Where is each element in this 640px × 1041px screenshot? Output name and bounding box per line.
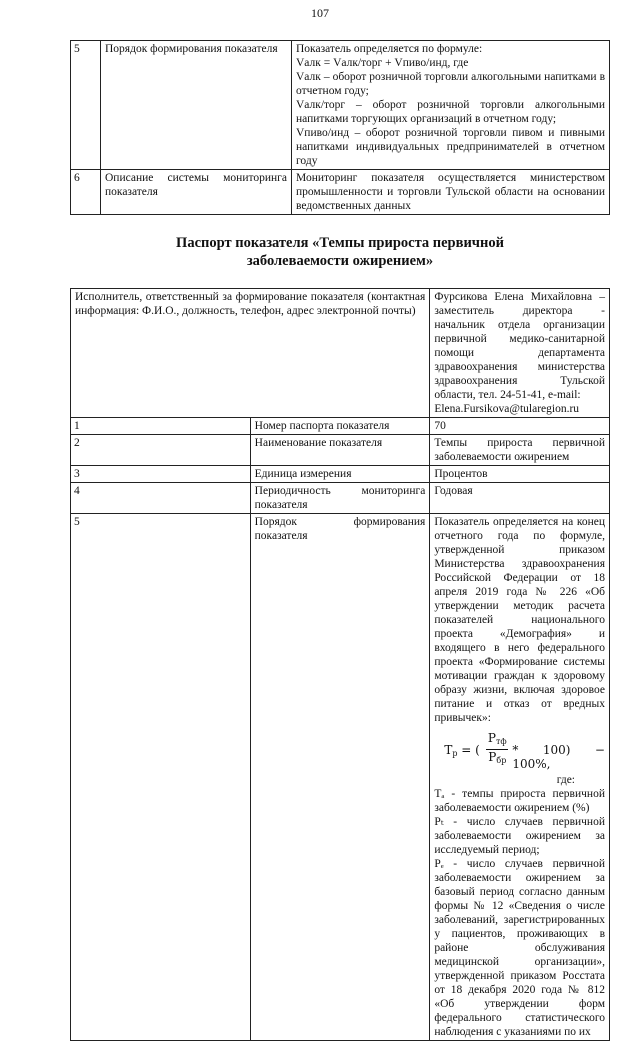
- row-label: Описание системы мониторинга показателя: [101, 170, 292, 215]
- text-line: Vпиво/инд – оборот розничной торговли пивом и пивными напитками индивидуальных предпринимателей в отчетном году: [296, 127, 605, 167]
- table-row: [71, 418, 610, 435]
- row-label: Порядок формирования показателя: [101, 41, 292, 170]
- formula-symbol: Р: [488, 750, 497, 764]
- page-number: 107: [311, 6, 329, 20]
- row-number: 4: [71, 483, 251, 514]
- row-value: [430, 514, 610, 1041]
- formula-intro: Показатель определяется на конец отчетного года по формуле, утвержденной приказом Министерства здравоохранения Российской Федерации от 18 апреля 2019 года № 226 «Об утверждении методик расчета показателей национального проекта «Демография» и входящего в него федерального проекта «Формирование системы мотивации граждан к здоровому образу жизни, включая здоровое питание и отказ от вредных привычек»:: [434, 516, 605, 724]
- row-number: 3: [71, 466, 251, 483]
- row-label: Номер паспорта показателя: [250, 418, 430, 435]
- row-number: 2: [71, 435, 251, 466]
- text-line: Vалк = Vалк/торг + Vпиво/инд, где: [296, 57, 469, 69]
- executor-label: Исполнитель, ответственный за формирование показателя (контактная информация: Ф.И.О., должность, телефон, адрес электронной почты): [71, 289, 430, 418]
- formula-subscript: бр: [496, 756, 507, 765]
- row-number: 5: [71, 514, 251, 1041]
- row-value: 70: [430, 418, 610, 435]
- row-value: Годовая: [430, 483, 610, 514]
- formula-symbol: Р: [487, 731, 496, 745]
- formula-definition: Тₐ - темпы прироста первичной заболеваемости ожирением (%): [434, 788, 605, 814]
- section-title: [70, 234, 610, 270]
- row-number: 6: [71, 170, 101, 215]
- formula-denominator: [486, 750, 508, 768]
- text-line: Vалк – оборот розничной торговли алкогольными напитками в отчетном году;: [296, 71, 605, 97]
- row-value: [292, 41, 610, 170]
- formula-numerator: [486, 731, 508, 750]
- table-row: [71, 41, 610, 170]
- row-label: Порядок формирования показателя: [250, 514, 430, 1041]
- indicator-table-continued: [70, 40, 610, 215]
- formula-operator: = (: [461, 743, 480, 757]
- formula-subscript: тф: [496, 737, 507, 746]
- row-value: Процентов: [430, 466, 610, 483]
- text-line: Мониторинг показателя осуществляется министерством промышленности и торговли Тульской области на основании ведомственных данных: [296, 172, 605, 212]
- table-row: [71, 170, 610, 215]
- table-row: [71, 514, 610, 1041]
- executor-value: [430, 289, 610, 418]
- executor-text: Фурсикова Елена Михайловна – заместитель директора - начальник отдела организации первичной медико-санитарной помощи департамента здравоохранения министерства здравоохранения Тульской области, тел. 24-51-41, e-mail:: [434, 291, 605, 401]
- row-number: 5: [71, 41, 101, 170]
- formula-fraction: [486, 731, 508, 768]
- row-value: Темпы прироста первичной заболеваемости ожирением: [430, 435, 610, 466]
- row-value: [292, 170, 610, 215]
- row-label: Наименование показателя: [250, 435, 430, 466]
- formula-symbol: Т: [444, 743, 453, 757]
- text-line: Показатель определяется по формуле:: [296, 43, 483, 55]
- formula-subscript: р: [452, 749, 458, 758]
- title-line: Паспорт показателя «Темпы прироста первичной: [176, 235, 504, 251]
- indicator-passport-table: [70, 288, 610, 1041]
- row-label: Единица измерения: [250, 466, 430, 483]
- executor-email: Elena.Fursikova@tularegion.ru: [434, 403, 580, 415]
- table-row: [71, 435, 610, 466]
- formula-lhs: [444, 743, 480, 761]
- text-line: Vалк/торг – оборот розничной торговли алкогольными напитками торгующих организаций в отчетном году;: [296, 99, 605, 125]
- table-row: [71, 466, 610, 483]
- title-line: заболеваемости ожирением»: [246, 253, 434, 269]
- formula-rest: * 100) − 100%,: [512, 743, 605, 771]
- table-row: [71, 289, 610, 418]
- row-label: Периодичность мониторинга показателя: [250, 483, 430, 514]
- formula-definition: Рₑ - число случаев первичной заболеваемости ожирением за базовый период согласно данным формы № 12 «Сведения о числе заболеваний, зарегистрированных у пациентов, проживающих в районе обслуживания медицинской организации», утвержденной приказом Росстата от 18 декабря 2020 года № 812 «Об утверждении форм федерального статистического наблюдения с указаниями по их: [434, 858, 605, 1038]
- row-number: 1: [71, 418, 251, 435]
- formula-definition: Рₜ - число случаев первичной заболеваемости ожирением за исследуемый период;: [434, 816, 605, 856]
- table-row: [71, 483, 610, 514]
- growth-rate-formula: [444, 731, 605, 771]
- formula-where: где:: [556, 774, 575, 786]
